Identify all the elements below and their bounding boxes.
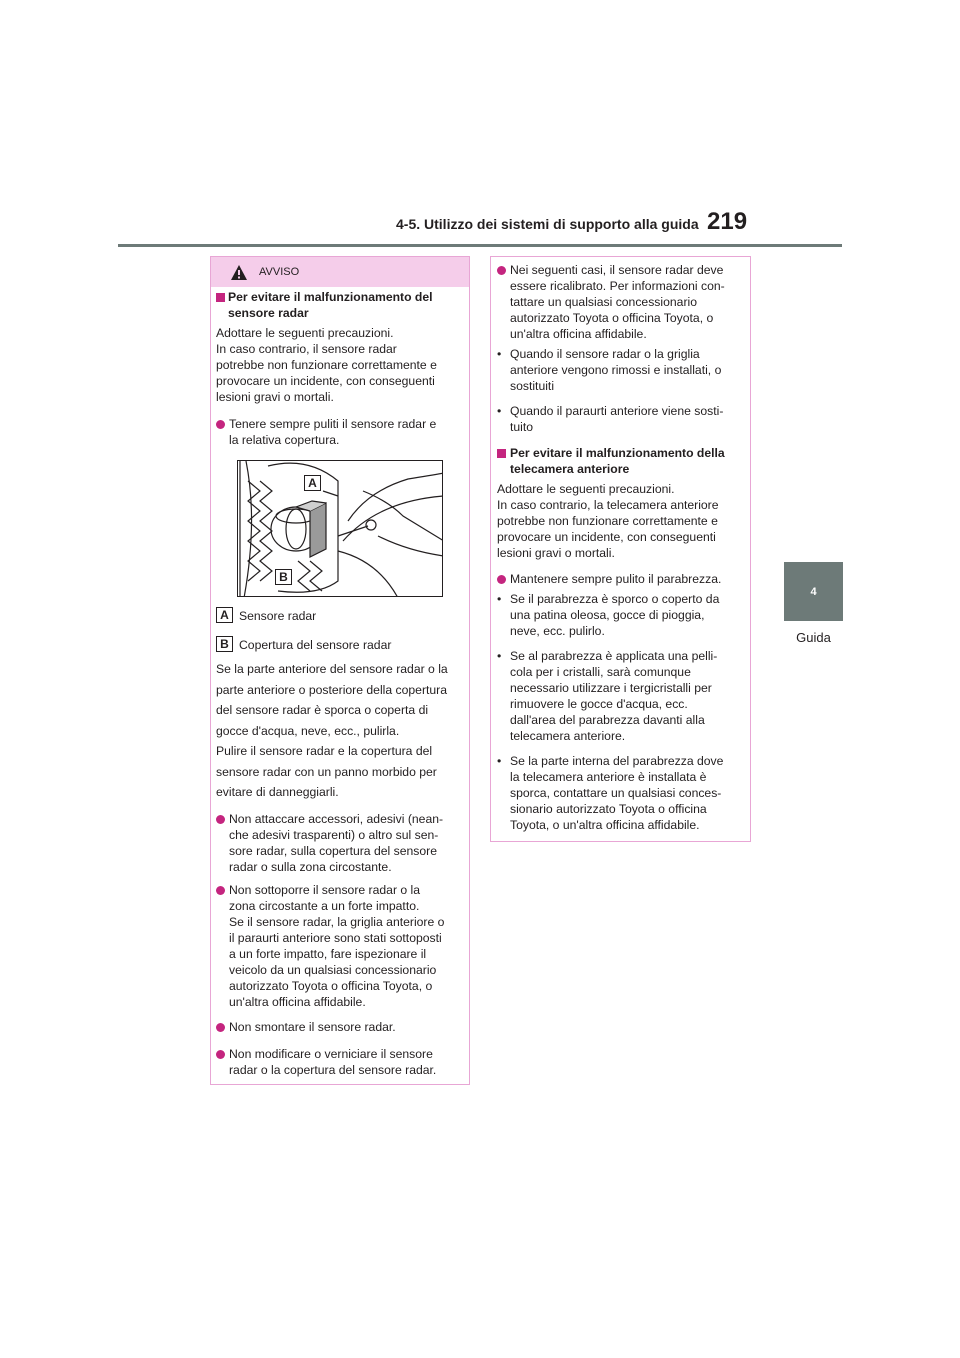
header-rule bbox=[118, 244, 842, 247]
warning-triangle-icon bbox=[230, 264, 248, 281]
bullet-icon bbox=[497, 266, 506, 275]
chapter-label: Guida bbox=[796, 630, 831, 645]
section-heading: Per evitare il malfunzionamento del sensore radar bbox=[228, 290, 433, 320]
bullet-icon bbox=[216, 420, 225, 429]
bullet-item: Mantenere sempre pulito il parabrezza. bbox=[510, 572, 722, 586]
bullet-icon bbox=[497, 575, 506, 584]
heading-square-icon bbox=[497, 449, 506, 458]
bullet-item: Non smontare il sensore radar. bbox=[229, 1020, 396, 1034]
sub-bullet-item: Se il parabrezza è sporco o coperto da una patina oleosa, gocce di pioggia, neve, ecc. pulirlo. bbox=[510, 592, 720, 638]
caption-radar-sensor: Sensore radar bbox=[239, 609, 317, 623]
radar-sensor-illustration bbox=[237, 460, 443, 597]
bullet-item: Non attaccare accessori, adesivi (nean- che adesivi trasparenti) o altro sul sen- sore radar, sulla copertura del sensore radar o sulla zona circostante. bbox=[229, 812, 444, 874]
chapter-number: 4 bbox=[810, 586, 817, 598]
bullet-item: Non sottoporre il sensore radar o la zona circostante a un forte impatto. Se il sensore radar, la griglia anteriore o il paraurti anteriore sono stati sottoposti a un forte impatto, fare ispezionare il veicolo da un qualsiasi concessionario autorizzato Toyota o officina Toyota, o un'altra officina affidabile. bbox=[229, 883, 445, 1009]
warning-header bbox=[211, 257, 469, 287]
sub-bullet-item: Se la parte interna del parabrezza dove la telecamera anteriore è installata è sporca, contattare un qualsiasi conces- sionario autorizzato Toyota o officina Toyota, o un'altra officina affidabile. bbox=[510, 754, 724, 832]
paragraph-cleaning: Se la parte anteriore del sensore radar o la parte anteriore o posteriore della copertura del sensore radar è sporca o coperta di gocce d'acqua, neve, ecc., pulirla. bbox=[216, 662, 448, 738]
section-title: 4-5. Utilizzo dei sistemi di supporto alla guida bbox=[396, 216, 699, 232]
paragraph-cloth: Pulire il sensore radar e la copertura del sensore radar con un panno morbido per evitare di danneggiarli. bbox=[216, 744, 437, 799]
figure-label-b: B bbox=[275, 569, 292, 585]
sub-bullet-item: Se al parabrezza è applicata una pelli- cola per i cristalli, sarà comunque necessario utilizzare i tergicristalli per rimuovere le gocce d'acqua, ecc. dall'area del parabrezza davanti alla telecamera anteriore. bbox=[510, 649, 718, 743]
sub-bullet-item: Quando il paraurti anteriore viene sosti- tuito bbox=[510, 404, 724, 434]
heading-square-icon bbox=[216, 293, 225, 302]
caption-radar-cover: Copertura del sensore radar bbox=[239, 638, 392, 652]
bullet-icon bbox=[216, 886, 225, 895]
warning-label: AVVISO bbox=[259, 266, 300, 278]
intro-text: Adottare le seguenti precauzioni. In caso contrario, la telecamera anteriore potrebbe non funzionare correttamente e provocare un incidente, con conseguenti lesioni gravi o mortali. bbox=[497, 482, 719, 560]
bullet-item: Tenere sempre puliti il sensore radar e la relativa copertura. bbox=[229, 417, 437, 447]
bullet-item: Nei seguenti casi, il sensore radar deve essere ricalibrato. Per informazioni con- tattare un qualsiasi concessionario autorizzato Toyota o officina Toyota, o un'altra officina affidabile. bbox=[510, 263, 725, 341]
bullet-item: Non modificare o verniciare il sensore radar o la copertura del sensore radar. bbox=[229, 1047, 437, 1077]
bullet-icon bbox=[216, 1023, 225, 1032]
bullet-icon bbox=[216, 815, 225, 824]
sub-bullet-item: Quando il sensore radar o la griglia anteriore vengono rimossi e installati, o sostituiti bbox=[510, 347, 722, 393]
section-heading: Per evitare il malfunzionamento della telecamera anteriore bbox=[510, 446, 725, 476]
caption-label-a: A bbox=[216, 607, 233, 623]
front-grille-drawing bbox=[238, 461, 443, 597]
bullet-icon bbox=[216, 1050, 225, 1059]
page-number: 219 bbox=[707, 208, 748, 235]
caption-label-b: B bbox=[216, 636, 233, 652]
figure-label-a: A bbox=[304, 475, 321, 491]
intro-text: Adottare le seguenti precauzioni. In caso contrario, il sensore radar potrebbe non funzionare correttamente e provocare un incidente, con conseguenti lesioni gravi o mortali. bbox=[216, 326, 437, 404]
